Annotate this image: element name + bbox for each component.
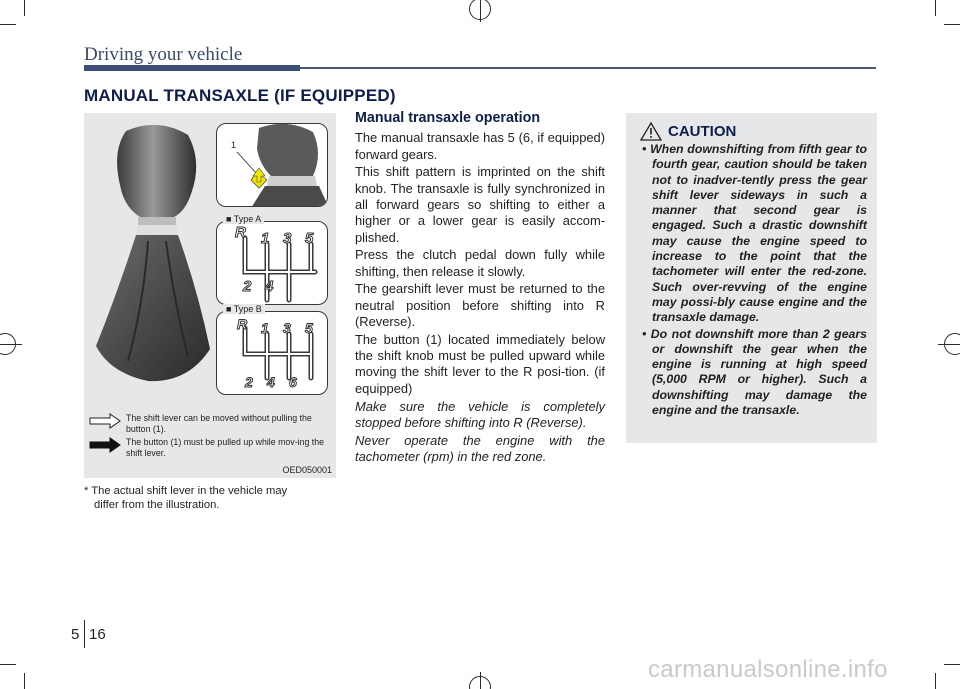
crop-mark bbox=[0, 24, 16, 25]
crop-mark bbox=[24, 0, 25, 16]
gear-label: 1 bbox=[261, 320, 269, 336]
gear-label: 3 bbox=[283, 320, 291, 336]
shift-pattern-type-a bbox=[216, 214, 328, 305]
type-a-label: ■ Type A bbox=[223, 214, 264, 224]
crop-mark bbox=[0, 664, 16, 665]
caution-title-row bbox=[668, 123, 867, 140]
footnote-line: * The actual shift lever in the vehicle may bbox=[84, 485, 288, 497]
legend-text: The shift lever can be moved without pulling the button (1). bbox=[126, 413, 312, 434]
shift-knob-illustration bbox=[88, 121, 214, 391]
gear-label: 1 bbox=[261, 230, 270, 247]
caution-item: • Do not downshift more than 2 gears or downshift the gear when the engine is running at high speed (5,000 RPM or higher). Such a downshifting may damage the engine and the transaxle. bbox=[642, 326, 867, 418]
figure-code: OED050001 bbox=[282, 465, 332, 475]
gear-label: 6 bbox=[289, 374, 297, 390]
crop-mark bbox=[480, 0, 481, 22]
caution-title: CAUTION bbox=[668, 123, 737, 140]
paragraph: This shift pattern is imprinted on the shift knob. The transaxle is fully synchronized in all forward gears so shifting to either a higher or a lower gear is easily accom-plished. bbox=[355, 164, 605, 245]
paragraph: The gearshift lever must be returned to the neutral position before shifting into R (Reverse). bbox=[355, 281, 605, 330]
gear-label: R bbox=[237, 316, 248, 332]
gear-label: 2 bbox=[243, 278, 252, 295]
page-number-divider bbox=[84, 620, 85, 648]
italic-note: Make sure the vehicle is completely stopped before shifting into R (Reverse). bbox=[355, 398, 605, 430]
main-text-column bbox=[355, 110, 605, 467]
footnote-line: differ from the illustration. bbox=[94, 499, 220, 511]
callout-number: 1 bbox=[231, 140, 237, 150]
warning-triangle-icon bbox=[640, 122, 662, 141]
gear-label: 4 bbox=[267, 374, 275, 390]
section-header: Driving your vehicle bbox=[84, 44, 243, 65]
crop-mark bbox=[0, 344, 22, 345]
caution-box bbox=[626, 113, 877, 443]
header-rule-accent bbox=[84, 65, 300, 71]
gear-label: 4 bbox=[265, 278, 274, 295]
italic-note: Never operate the engine with the tachometer (rpm) in the red zone. bbox=[355, 432, 605, 464]
paragraph: Press the clutch pedal down fully while shifting, then release it slowly. bbox=[355, 247, 605, 279]
type-b-label: ■ Type B bbox=[223, 304, 265, 314]
page-number: 16 bbox=[89, 626, 106, 643]
knob-detail-illustration bbox=[217, 124, 328, 207]
knob-detail-panel bbox=[216, 123, 328, 207]
paragraph: The button (1) located immediately below the shift knob must be pulled upward while moving the shift lever to the R posi-tion. (if equipped) bbox=[355, 331, 605, 396]
gear-label: 5 bbox=[305, 320, 313, 336]
page-title: MANUAL TRANSAXLE (IF EQUIPPED) bbox=[84, 86, 396, 105]
legend-text: The button (1) must be pulled up while mov-ing the shift lever. bbox=[126, 437, 325, 458]
crop-mark bbox=[938, 344, 960, 345]
gear-label: 3 bbox=[283, 230, 292, 247]
crop-mark bbox=[935, 0, 936, 16]
crop-mark bbox=[944, 664, 960, 665]
caution-item: • When downshifting from fifth gear to fourth gear, caution should be taken not to inadver-tently press the gear shift lever sideways in such a manner that second gear is engaged. Such a drastic downshift may cause the engine speed to increase to the point that the tachometer will enter the red-zone. Such over-revving of the engine may possi-bly cause engine and the transaxle damage. bbox=[642, 142, 867, 325]
crop-mark bbox=[935, 673, 936, 689]
solid-arrow-icon bbox=[88, 437, 122, 453]
gear-label: 5 bbox=[305, 230, 314, 247]
paragraph: The manual transaxle has 5 (6, if equipped) forward gears. bbox=[355, 130, 605, 162]
crop-mark bbox=[944, 24, 960, 25]
crop-mark bbox=[480, 672, 481, 689]
gear-label: R bbox=[235, 224, 246, 241]
shift-pattern-type-b bbox=[216, 304, 328, 395]
outline-arrow-icon bbox=[88, 413, 122, 429]
watermark: carmanualsonline.info bbox=[648, 656, 888, 683]
gear-label: 2 bbox=[245, 374, 253, 390]
figure-footnote bbox=[84, 484, 336, 512]
crop-mark bbox=[24, 673, 25, 689]
section-heading: Manual transaxle operation bbox=[355, 110, 541, 126]
figure-panel bbox=[84, 113, 336, 478]
chapter-number: 5 bbox=[71, 626, 80, 643]
